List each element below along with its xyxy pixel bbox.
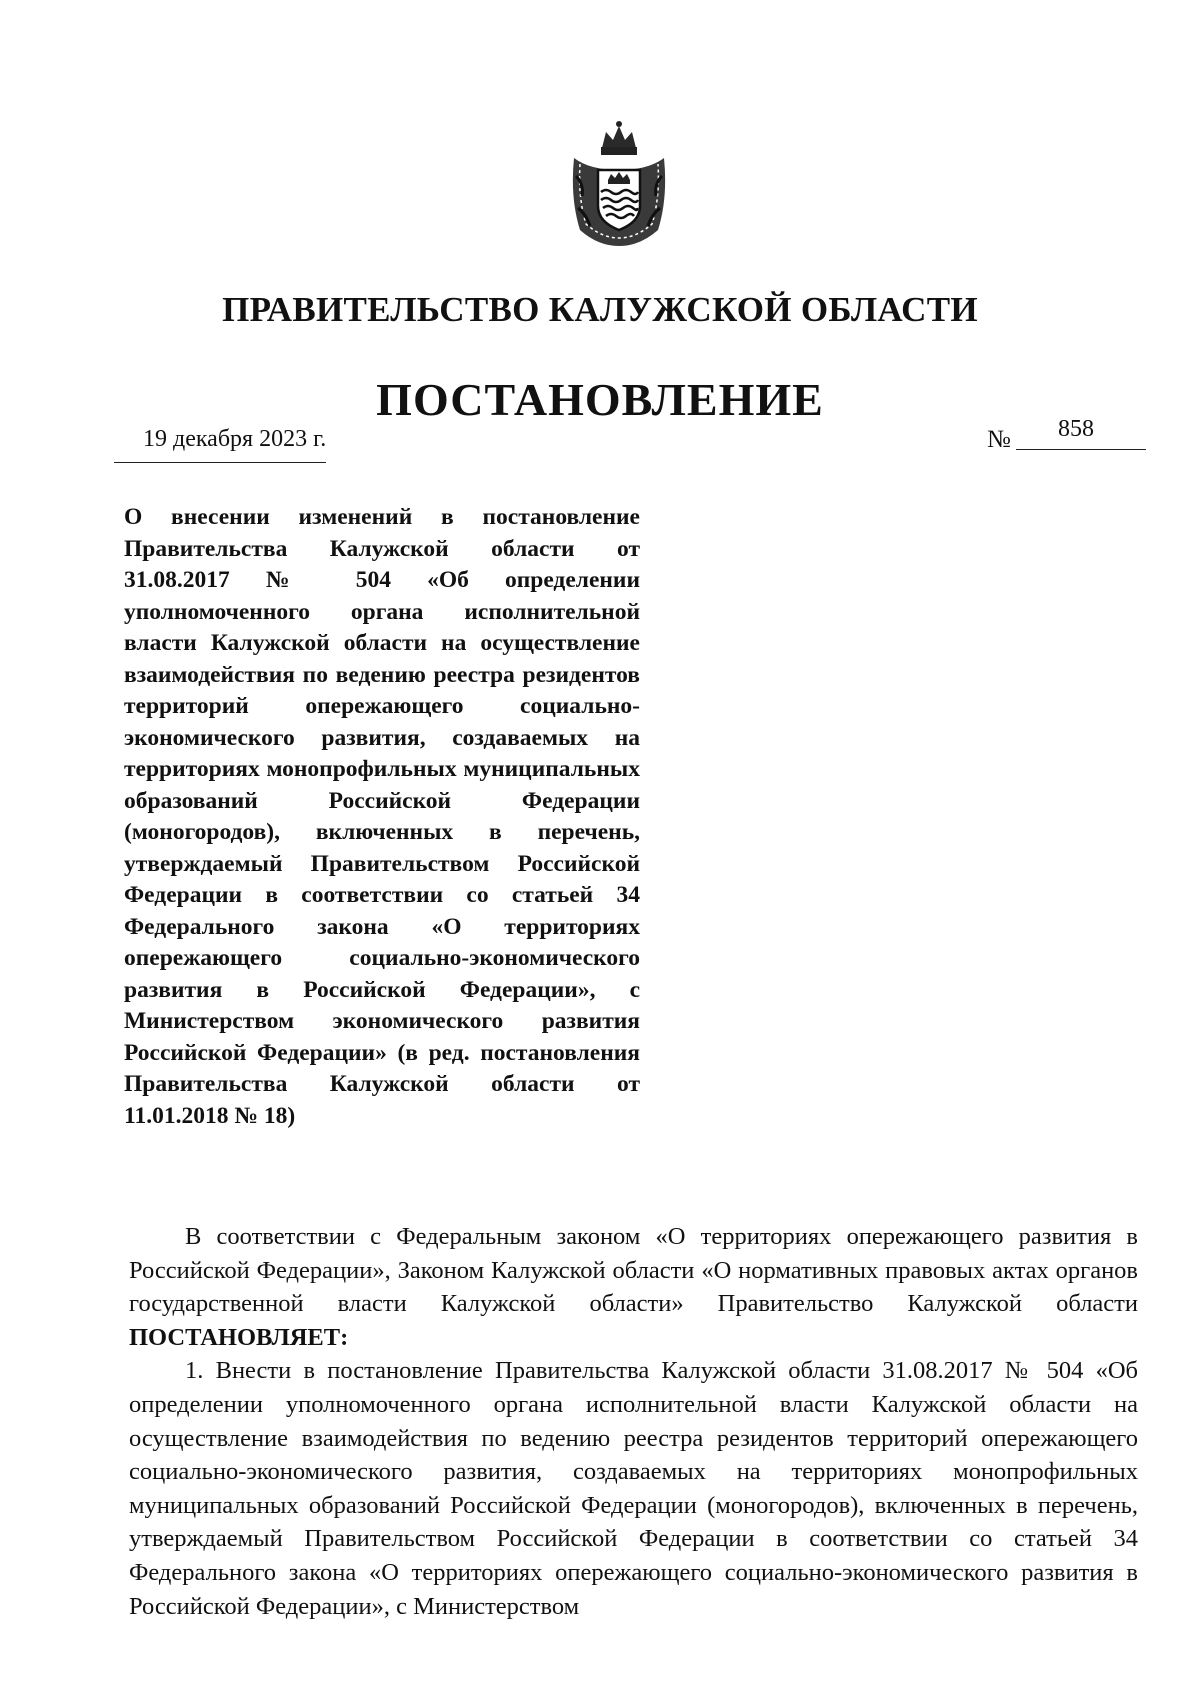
document-date: 19 декабря 2023 г. (143, 426, 327, 452)
organization-title: ПРАВИТЕЛЬСТВО КАЛУЖСКОЙ ОБЛАСТИ (222, 290, 978, 329)
document-subject: О внесении изменений в постановление Правительства Калужской области от 31.08.2017 № 504 «Об определении уполномоченного органа исполнительной власти Калужской области на осуществление взаимодействия по ведению реестра резидентов территорий опережающего социально-экономического развития, создаваемых на территориях монопрофильных муниципальных образований Российской Федерации (моногородов), включенных в перечень, утверждаемый Правительством Российской Федерации в соответствии со статьей 34 Федерального закона «О территориях опережающего социально-экономического развития в Российской Федерации», с Министерством экономического развития Российской Федерации» (в ред. постановления Правительства Калужской области от 11.01.2018 № 18) (124, 504, 640, 1129)
preamble-paragraph (129, 1220, 1138, 1354)
decree-word: ПОСТАНОВЛЯЕТ: (129, 1323, 349, 1351)
preamble-text: В соответствии с Федеральным законом «О территориях опережающего развития в Российской Федерации», Законом Калужской области «О нормативных правовых актах органов государственной власти Калужской области» Правительство Калужской области (129, 1223, 1138, 1318)
number-underline (1016, 449, 1146, 450)
document-number: 858 (1058, 416, 1094, 442)
document-type: ПОСТАНОВЛЕНИЕ (376, 374, 824, 425)
date-underline (114, 462, 326, 463)
document-body (129, 1220, 1138, 1623)
number-sign: № (987, 426, 1011, 453)
coat-of-arms-icon (568, 118, 670, 248)
item-1-paragraph: 1. Внести в постановление Правительства Калужской области 31.08.2017 № 504 «Об определении уполномоченного органа исполнительной власти Калужской области на осуществление взаимодействия по ведению реестра резидентов территорий опережающего социально-экономического развития, создаваемых на территориях монопрофильных муниципальных образований Российской Федерации (моногородов), включенных в перечень, утверждаемый Правительством Российской Федерации в соответствии со статьей 34 Федерального закона «О территориях опережающего социально-экономического развития в Российской Федерации», с Министерством (129, 1357, 1138, 1620)
